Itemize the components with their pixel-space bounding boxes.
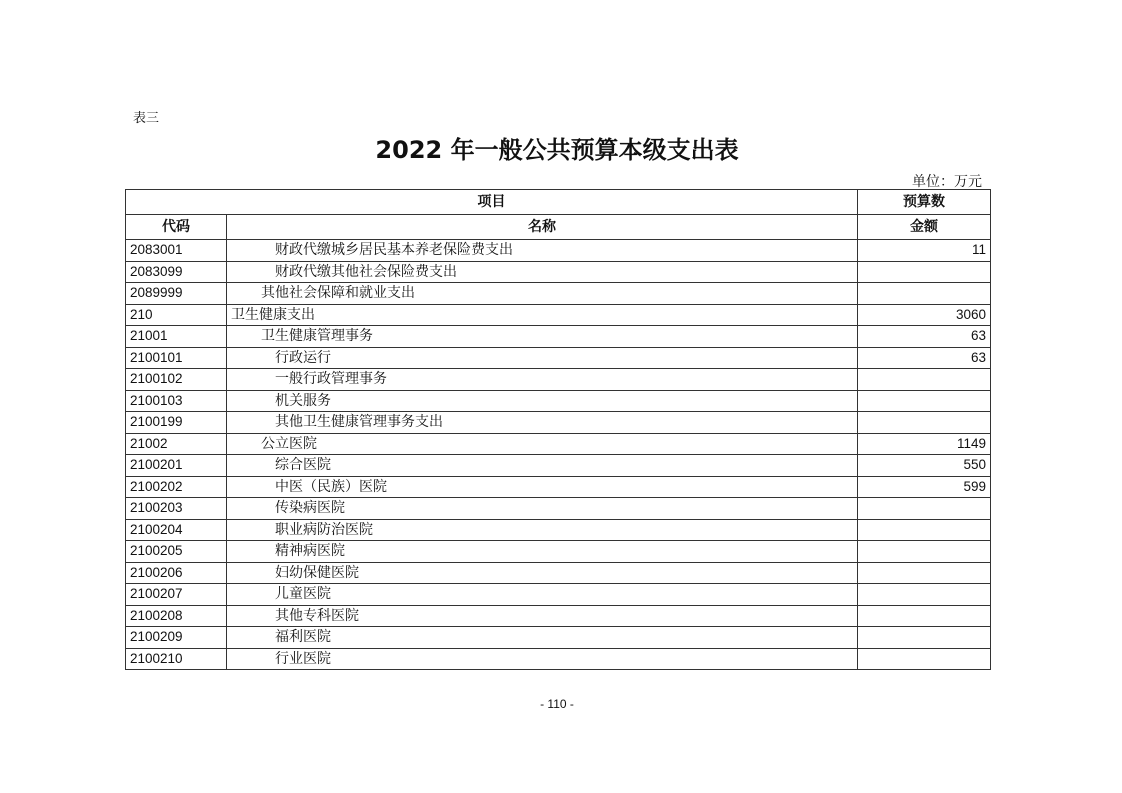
row-code: 2100207	[126, 584, 227, 606]
row-name: 精神病医院	[227, 541, 858, 563]
row-name: 儿童医院	[227, 584, 858, 606]
row-amount	[858, 648, 991, 670]
row-code: 2100201	[126, 455, 227, 477]
row-name: 其他专科医院	[227, 605, 858, 627]
row-name: 行业医院	[227, 648, 858, 670]
row-amount: 11	[858, 240, 991, 262]
page-title: 2022 年一般公共预算本级支出表	[375, 136, 739, 164]
row-amount	[858, 369, 991, 391]
row-name: 中医（民族）医院	[227, 476, 858, 498]
row-amount	[858, 541, 991, 563]
row-code: 2100101	[126, 347, 227, 369]
row-code: 210	[126, 304, 227, 326]
table-row	[126, 283, 991, 305]
row-amount	[858, 390, 991, 412]
row-code: 2100205	[126, 541, 227, 563]
table-row	[126, 584, 991, 606]
row-amount: 1149	[858, 433, 991, 455]
table-row	[126, 261, 991, 283]
row-amount	[858, 627, 991, 649]
table-row	[126, 476, 991, 498]
row-code: 2100209	[126, 627, 227, 649]
row-code: 2089999	[126, 283, 227, 305]
table-row	[126, 605, 991, 627]
row-name: 财政代缴其他社会保险费支出	[227, 261, 858, 283]
table-row	[126, 390, 991, 412]
row-code: 2100102	[126, 369, 227, 391]
row-amount	[858, 605, 991, 627]
name-column-header: 名称	[227, 215, 858, 240]
row-code: 2100199	[126, 412, 227, 434]
row-amount	[858, 562, 991, 584]
row-name: 其他社会保障和就业支出	[227, 283, 858, 305]
table-row	[126, 562, 991, 584]
table-row	[126, 541, 991, 563]
row-code: 2100202	[126, 476, 227, 498]
row-amount: 550	[858, 455, 991, 477]
row-name: 其他卫生健康管理事务支出	[227, 412, 858, 434]
header-row-columns	[126, 215, 991, 240]
row-amount: 63	[858, 326, 991, 348]
row-name: 综合医院	[227, 455, 858, 477]
row-amount: 63	[858, 347, 991, 369]
table-label: 表三	[133, 111, 160, 126]
row-code: 2100210	[126, 648, 227, 670]
row-name: 机关服务	[227, 390, 858, 412]
row-name: 职业病防治医院	[227, 519, 858, 541]
table-row	[126, 369, 991, 391]
row-code: 2100206	[126, 562, 227, 584]
table-row	[126, 627, 991, 649]
row-code: 21001	[126, 326, 227, 348]
budget-table	[125, 189, 991, 670]
row-code: 2100203	[126, 498, 227, 520]
row-amount	[858, 283, 991, 305]
row-amount	[858, 519, 991, 541]
amount-column-header: 金额	[858, 215, 991, 240]
row-code: 21002	[126, 433, 227, 455]
row-name: 福利医院	[227, 627, 858, 649]
row-amount	[858, 584, 991, 606]
page-number: - 110 -	[540, 697, 574, 711]
budget-header: 预算数	[858, 190, 991, 215]
row-name: 行政运行	[227, 347, 858, 369]
table-row	[126, 648, 991, 670]
table-row	[126, 412, 991, 434]
row-amount	[858, 261, 991, 283]
row-amount: 3060	[858, 304, 991, 326]
row-name: 卫生健康管理事务	[227, 326, 858, 348]
table-row	[126, 326, 991, 348]
table-row	[126, 347, 991, 369]
table-row	[126, 498, 991, 520]
row-amount: 599	[858, 476, 991, 498]
row-code: 2100103	[126, 390, 227, 412]
row-code: 2083099	[126, 261, 227, 283]
row-name: 财政代缴城乡居民基本养老保险费支出	[227, 240, 858, 262]
table-row	[126, 519, 991, 541]
table-row	[126, 304, 991, 326]
header-row-group	[126, 190, 991, 215]
row-name: 公立医院	[227, 433, 858, 455]
table-body	[126, 240, 991, 670]
row-amount	[858, 498, 991, 520]
row-code: 2083001	[126, 240, 227, 262]
unit-label: 单位：万元	[912, 174, 982, 190]
row-name: 传染病医院	[227, 498, 858, 520]
table-row	[126, 455, 991, 477]
row-name: 卫生健康支出	[227, 304, 858, 326]
group-header: 项目	[126, 190, 858, 215]
table-row	[126, 240, 991, 262]
table-row	[126, 433, 991, 455]
row-code: 2100204	[126, 519, 227, 541]
row-code: 2100208	[126, 605, 227, 627]
code-column-header: 代码	[126, 215, 227, 240]
row-amount	[858, 412, 991, 434]
row-name: 妇幼保健医院	[227, 562, 858, 584]
row-name: 一般行政管理事务	[227, 369, 858, 391]
